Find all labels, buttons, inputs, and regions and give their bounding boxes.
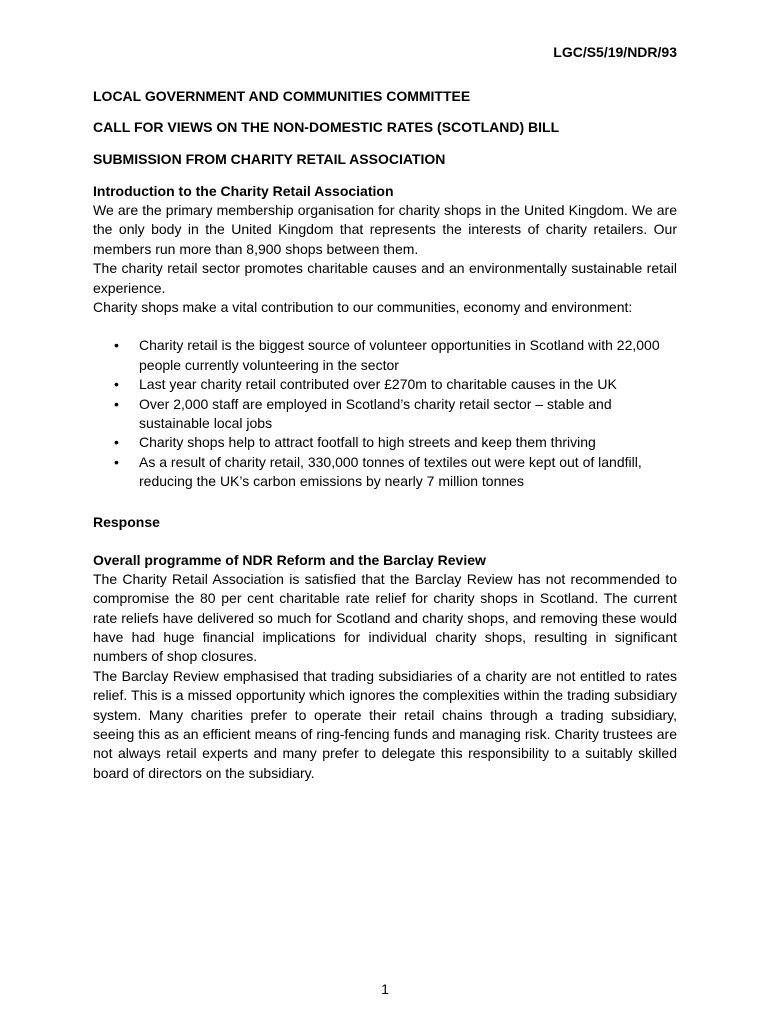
list-item	[93, 336, 677, 375]
overall-programme-heading: Overall programme of NDR Reform and the Barclay Review	[93, 551, 486, 568]
document-reference: LGC/S5/19/NDR/93	[553, 44, 677, 60]
bullet-icon: •	[114, 395, 119, 412]
list-item-text: Charity shops help to attract footfall to high streets and keep them thriving	[139, 434, 596, 451]
list-item-text: Last year charity retail contributed over £270m to charitable causes in the UK	[139, 376, 617, 393]
list-item	[93, 453, 677, 492]
bullet-icon: •	[114, 453, 119, 470]
contribution-list	[93, 336, 677, 491]
intro-paragraph-3: Charity shops make a vital contribution to our communities, economy and environment:	[93, 299, 633, 316]
committee-heading: LOCAL GOVERNMENT AND COMMUNITIES COMMITTEE	[93, 88, 471, 104]
list-item-text: Over 2,000 staff are employed in Scotland’s charity retail sector – stable and sustainable local jobs	[139, 395, 612, 432]
response-heading: Response	[93, 513, 160, 530]
list-item-text: Charity retail is the biggest source of volunteer opportunities in Scotland with 22,000 people currently volunteering in the sector	[139, 337, 660, 373]
response-paragraph-2: The Barclay Review emphasised that trading subsidiaries of a charity are not entitled to rates relief. This is a missed opportunity which ignores the complexities within the trading subsidiary system. Many charities prefer to operate their retail chains through a trading subsidiary, seeing this as an efficient means of ring-fencing funds and managing risk. Charity trustees are not always retail experts and many prefer to delegate this responsibility to a suitably skilled board of directors on the subsidiary.	[93, 667, 677, 781]
intro-paragraph-2: The charity retail sector promotes charitable causes and an environmentally sustainable retail experience.	[93, 260, 677, 296]
bullet-icon: •	[114, 434, 119, 451]
page-number: 1	[381, 981, 389, 997]
list-item-text: As a result of charity retail, 330,000 tonnes of textiles out were kept out of landfill, reducing the UK’s carbon emissions by nearly 7 million tonnes	[139, 453, 642, 490]
intro-paragraph-1: We are the primary membership organisation for charity shops in the United Kingdom. We are the only body in the United Kingdom that represents the interests of charity retailers. Our members run more than 8,900 shops between them.	[93, 202, 677, 257]
submission-heading: SUBMISSION FROM CHARITY RETAIL ASSOCIATION	[93, 151, 446, 167]
document-body	[93, 87, 677, 783]
list-item	[93, 433, 677, 452]
intro-heading: Introduction to the Charity Retail Association	[93, 183, 394, 199]
response-paragraph-1: The Charity Retail Association is satisfied that the Barclay Review has not recommended to compromise the 80 per cent charitable rate relief for charity shops in Scotland. The current rate reliefs have delivered so much for Scotland and charity shops, and removing these would have had huge financial implications for individual charity shops, resulting in significant numbers of shop closures.	[93, 570, 677, 665]
list-item	[93, 395, 677, 434]
bullet-icon: •	[114, 337, 119, 354]
call-for-views-heading: CALL FOR VIEWS ON THE NON-DOMESTIC RATES (SCOTLAND) BILL	[93, 119, 560, 135]
list-item	[93, 375, 677, 394]
bullet-icon: •	[114, 376, 119, 393]
